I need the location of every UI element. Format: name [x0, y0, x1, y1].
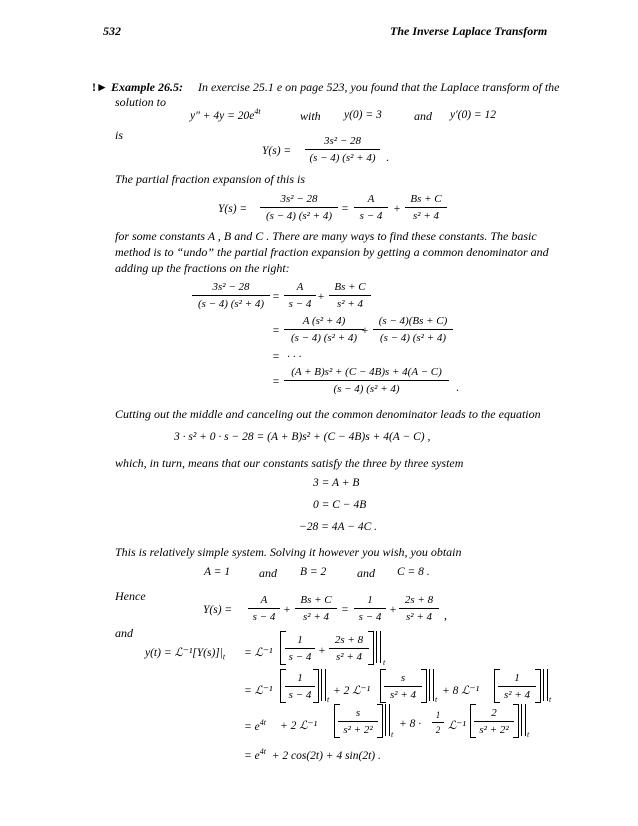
- and-word-1: and: [414, 109, 432, 123]
- y-eq2-eval-bar-3: [543, 669, 548, 701]
- y-eq4: = $e^{4t} + 2$ cos(2t) + 4 sin(2t) .: [244, 747, 381, 762]
- para-2: Cutting out the middle and canceling out the common denominator leads to the equation: [115, 407, 541, 421]
- para-1-line-2: method is to “undo” the partial fraction expansion by getting a common denominator and: [115, 245, 549, 259]
- comma-1: ,: [444, 608, 447, 622]
- Y-lhs: Y(s) =: [262, 145, 292, 157]
- y-eq1-right-bracket: [368, 631, 374, 665]
- hence-fraction-B: $\frac{Bs + C}{\text{s² + 4}}$: [295, 594, 337, 623]
- para-1-line-1: for some constants A , B and C . There are many ways to find these constants. The basic: [115, 229, 537, 243]
- pf-fraction-B: $\frac{Bs + C}{\text{s² + 4}}$: [405, 193, 447, 222]
- y-eq2-fraction-b: $\frac{s}{\text{s² + 4}}$: [384, 672, 422, 701]
- hence-fraction-A: $\frac{A}{s - 4}$: [248, 594, 280, 623]
- y-eq2-fraction-a: $\frac{1}{s - 4}$: [285, 672, 315, 701]
- y-eq3-sub-t-2: t: [527, 730, 530, 739]
- example-marker: !►: [92, 80, 108, 94]
- eq-row3-ellipsis: · · ·: [287, 351, 302, 363]
- eq-row3-equals: =: [272, 351, 280, 363]
- example-intro-line1: In exercise 25.1 e on page 523, you found that the Laplace transform of the: [198, 80, 560, 94]
- hence-equals: =: [341, 604, 349, 616]
- eq-row1-fraction-B: $\frac{Bs + C}{\text{s² + 4}}$: [329, 281, 371, 310]
- initial-condition-2: y′(0) = 12: [450, 109, 497, 121]
- hence-fraction-2: $\frac{2s + 8}{\text{s² + 4}}$: [399, 594, 439, 623]
- is-word: is: [115, 128, 124, 142]
- y-eq3-fraction-b: $\frac{s}{\text{s² + 2²}}$: [338, 707, 378, 736]
- y-eq2-fraction-c: $\frac{1}{\text{s² + 4}}$: [498, 672, 536, 701]
- eq-lhs-fraction: $\frac{\text{3s² − 28}}{\text{(s − 4) (s² + 4)}}$: [192, 281, 270, 310]
- y-eq1-plus: +: [318, 645, 326, 657]
- system-eq-3: −28 = 4A − 4C .: [299, 521, 378, 533]
- solution-A: A = 1: [204, 566, 231, 578]
- solution-C: C = 8 .: [397, 566, 430, 578]
- eq-row2-fraction-B: $\frac{(s - 4)(Bs + C)}{\text{(s − 4) (s² + 4)}}$: [373, 315, 453, 344]
- eq-row1-equals: =: [272, 291, 280, 303]
- and-word-2: and: [115, 626, 133, 640]
- y-eq3-fraction-c: $\frac{2}{\text{s² + 2²}}$: [474, 707, 514, 736]
- y-eq3-mid2: + 8 ·: [399, 718, 422, 730]
- Y-fraction: $\frac{\text{3s² − 28}}{\text{(s − 4) (s² + 4)}}$: [305, 135, 380, 164]
- para-1-line-3: adding up the fractions on the right:: [115, 261, 290, 275]
- hence-word: Hence: [115, 589, 146, 603]
- y-eq2-eval-bar-2: [429, 669, 434, 701]
- y-eq2-right-bracket-1: [313, 669, 319, 703]
- y-eq2-right-bracket-2: [421, 669, 427, 703]
- eq-row4-equals: =: [272, 376, 280, 388]
- y-eq3-eval-bar-2: [521, 704, 526, 736]
- para-4: This is relatively simple system. Solving it however you wish, you obtain: [115, 545, 462, 559]
- y-lhs: $y(t) = ℒ^{-1}[Y(s)]|_t$: [145, 647, 226, 662]
- y-eq2-sub-t-3: t: [549, 695, 552, 704]
- pf-fraction-A: $\frac{A}{s - 4}$: [354, 193, 388, 222]
- y-eq2-mid2: + 8 ℒ⁻¹: [442, 685, 480, 697]
- y-eq2-right-bracket-3: [535, 669, 541, 703]
- example-label: Example 26.5:: [111, 80, 183, 94]
- page-number: 532: [103, 24, 121, 38]
- solution-B: B = 2: [300, 566, 327, 578]
- eq-row1-fraction-A: $\frac{A}{s - 4}$: [284, 281, 316, 310]
- y-eq3-L2: ℒ⁻¹: [448, 720, 466, 732]
- eq-row2-equals: =: [272, 325, 280, 337]
- y-eq3-sub-t-1: t: [391, 730, 394, 739]
- y-eq1-fraction-a: $\frac{1}{s - 4}$: [285, 634, 315, 663]
- initial-condition-1: y(0) = 3: [344, 109, 382, 121]
- y-eq3-mid: + 2 ℒ⁻¹: [280, 720, 318, 732]
- ode-equation: $y'' + 4y = 20e^{4t}$: [190, 107, 261, 122]
- y-eq3-right-bracket-1: [377, 704, 383, 738]
- hence-lhs: Y(s) =: [203, 604, 233, 616]
- solution-and-2: and: [357, 566, 375, 580]
- y-eq3-right-bracket-2: [513, 704, 519, 738]
- para-3: which, in turn, means that our constants satisfy the three by three system: [115, 456, 464, 470]
- eq-row4-fraction: $\frac{\text{(A + B)s² + (C − 4B)s + 4(A − C)}}{\text{(s − 4) (s² + 4)}}$: [284, 366, 449, 395]
- y-eq2-sub-t-2: t: [435, 695, 438, 704]
- y-eq2-sub-t-1: t: [327, 695, 330, 704]
- period-2: .: [456, 380, 459, 394]
- y-eq2-eval-bar-1: [321, 669, 326, 701]
- pf-equals: =: [341, 203, 349, 215]
- pf-lhs: Y(s) =: [218, 203, 248, 215]
- y-eq2-mid: + 2 ℒ⁻¹: [333, 685, 371, 697]
- eq-row2-plus: +: [361, 325, 369, 337]
- system-eq-2: 0 = C − 4B: [313, 499, 367, 511]
- hence-plus-2: +: [389, 604, 397, 616]
- eq-row2-fraction-A: $\frac{\text{A (s² + 4)}}{\text{(s − 4) (s² + 4)}}$: [284, 315, 364, 344]
- pf-fraction-main: $\frac{\text{3s² − 28}}{\text{(s − 4) (s² + 4)}}$: [260, 193, 338, 222]
- y-eq3-eval-bar-1: [385, 704, 390, 736]
- hence-fraction-1: $\frac{1}{s - 4}$: [354, 594, 386, 623]
- y-eq1-eval-bar: [376, 631, 381, 663]
- eq-row1-plus: +: [317, 291, 325, 303]
- y-eq3-half: $\frac{1}{2}$: [432, 710, 444, 735]
- hence-plus-1: +: [283, 604, 291, 616]
- y-eq1-L: = ℒ⁻¹: [244, 647, 273, 659]
- solution-and-1: and: [259, 566, 277, 580]
- example-intro-line2: solution to: [115, 95, 167, 109]
- system-eq-1: 3 = A + B: [313, 477, 360, 489]
- y-eq1-sub-t: t: [383, 658, 386, 667]
- y-eq1-fraction-b: $\frac{2s + 8}{\text{s² + 4}}$: [329, 634, 369, 663]
- y-eq2-L: = ℒ⁻¹: [244, 685, 273, 697]
- running-title: The Inverse Laplace Transform: [390, 24, 548, 38]
- with-word: with: [300, 109, 321, 123]
- pf-intro: The partial fraction expansion of this is: [115, 172, 306, 186]
- y-eq3-L: = $e^{4t}$: [244, 718, 266, 733]
- pf-plus: +: [393, 203, 401, 215]
- period-1: .: [386, 150, 389, 164]
- coefficient-equation: 3 · s² + 0 · s − 28 = (A + B)s² + (C − 4B)s + 4(A − C) ,: [174, 431, 431, 443]
